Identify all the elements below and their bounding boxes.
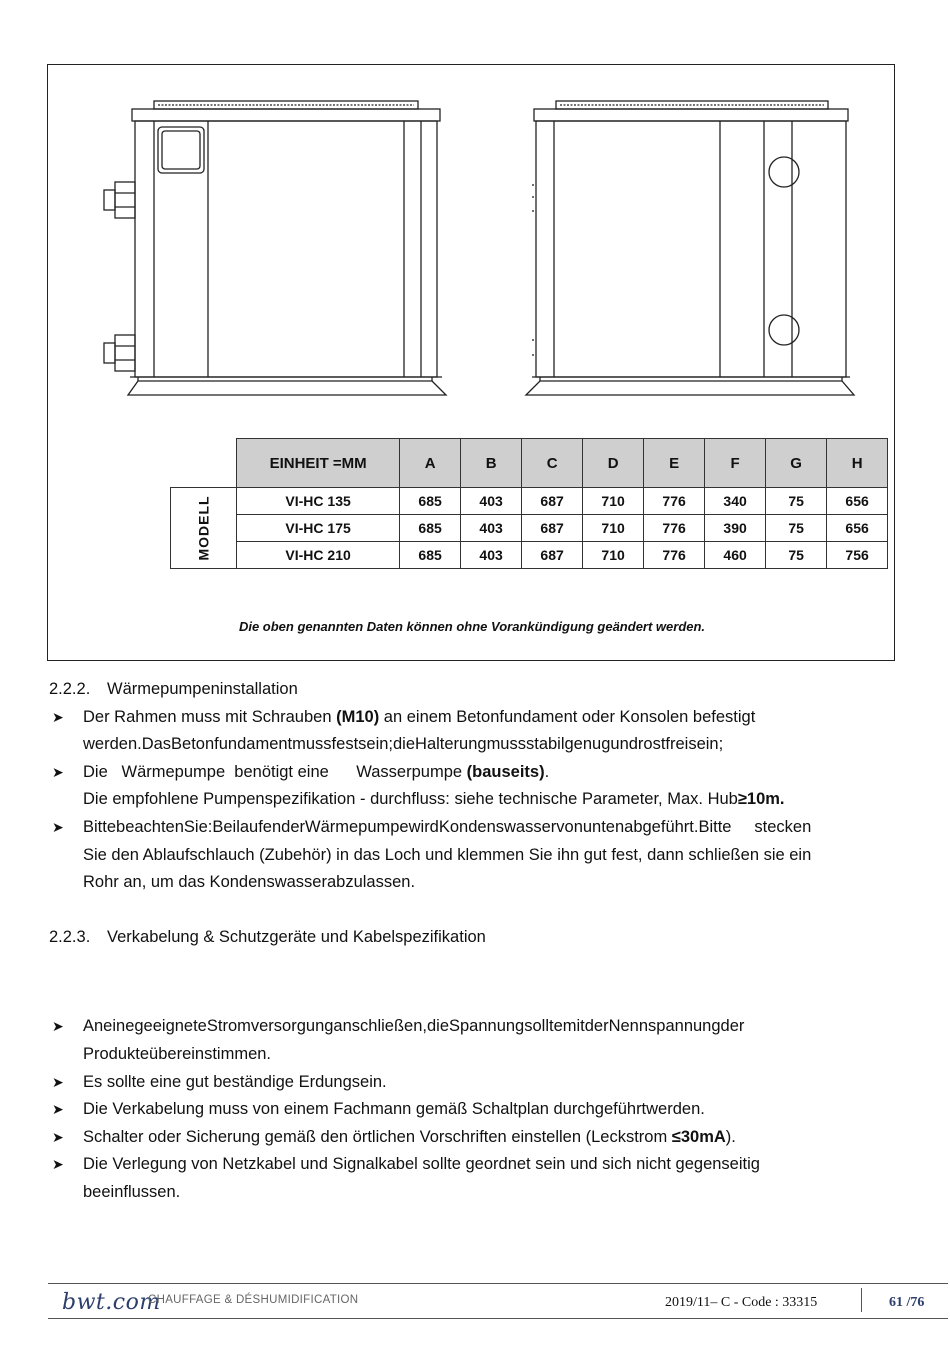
section-number: 2.2.3. (49, 927, 91, 946)
arrow-bullet-icon: ➤ (52, 1101, 64, 1118)
model-cell: VI-HC 210 (237, 542, 400, 569)
value-cell: 687 (522, 542, 583, 569)
list-item (49, 814, 891, 897)
bold-span: (bauseits) (466, 762, 545, 781)
text-span: Die Wärmepumpe benötigt eine Wasserpumpe (83, 762, 467, 781)
bold-span: (M10) (336, 707, 380, 726)
model-cell: VI-HC 135 (237, 488, 400, 515)
footer-top-rule (48, 1283, 948, 1284)
text-span: werden.DasBetonfundamentmussfestsein;dieHalterungmussstabilgenugundrostfreisein; (83, 735, 724, 754)
text-span: beeinflussen. (83, 1182, 181, 1201)
section-heading-installation (49, 676, 891, 704)
text-span: an einem Betonfundament oder Konsolen befestigt (379, 707, 756, 726)
text-span: Die empfohlene Pumpenspezifikation - durchfluss: siehe technische Parameter, Max. Hub (83, 790, 738, 809)
footer-tagline: CHAUFFAGE & DÉSHUMIDIFICATION (148, 1294, 359, 1306)
document-code: 2019/11– C - Code : 33315 (665, 1295, 818, 1310)
column-header: C (522, 439, 583, 488)
installation-list (49, 704, 891, 897)
column-header: B (461, 439, 522, 488)
value-cell: 710 (583, 515, 644, 542)
text-span: Die Verlegung von Netzkabel und Signalkabel sollte geordnet sein und sich nicht gegenseitig (83, 1155, 760, 1174)
unit-header: EINHEIT =MM (237, 439, 400, 488)
value-cell: 656 (827, 488, 888, 515)
text-span: ). (725, 1127, 736, 1146)
column-header: E (644, 439, 705, 488)
disclaimer-note: Die oben genannten Daten können ohne Vorankündigung geändert werden. (238, 619, 706, 634)
list-item (49, 759, 891, 814)
list-item (49, 1013, 891, 1068)
value-cell: 685 (400, 515, 461, 542)
arrow-bullet-icon: ➤ (52, 1128, 64, 1145)
column-header: F (705, 439, 766, 488)
text-span: Sie den Ablaufschlauch (Zubehör) in das Loch und klemmen Sie ihn gut fest, dann schließen sie ein (83, 845, 812, 864)
value-cell: 710 (583, 488, 644, 515)
value-cell: 687 (522, 488, 583, 515)
arrow-bullet-icon: ➤ (52, 708, 64, 725)
value-cell: 403 (461, 542, 522, 569)
value-cell: 403 (461, 515, 522, 542)
list-item (49, 1069, 891, 1097)
row-group-label: MODELL (195, 495, 212, 561)
arrow-bullet-icon: ➤ (52, 818, 64, 835)
wiring-list (49, 1013, 891, 1206)
footer-bottom-rule (48, 1318, 948, 1319)
text-span: Es sollte eine gut beständige Erdungsein. (83, 1072, 387, 1091)
value-cell: 656 (827, 515, 888, 542)
text-span: Die Verkabelung muss von einem Fachmann gemäß Schaltplan durchgeführtwerden. (83, 1100, 705, 1119)
text-span: Schalter oder Sicherung gemäß den örtlichen Vorschriften einstellen (Leckstrom (83, 1127, 672, 1146)
value-cell: 776 (644, 515, 705, 542)
footer-separator (861, 1288, 862, 1312)
page-number: 61 /76 (889, 1295, 925, 1310)
list-item (49, 1151, 891, 1206)
figure-frame (47, 64, 895, 661)
value-cell: 460 (705, 542, 766, 569)
section-heading-wiring (49, 924, 891, 952)
table-corner (171, 439, 237, 488)
value-cell: 75 (766, 542, 827, 569)
arrow-bullet-icon: ➤ (52, 1156, 64, 1173)
text-span: Der Rahmen muss mit Schrauben (83, 707, 337, 726)
value-cell: 403 (461, 488, 522, 515)
value-cell: 75 (766, 515, 827, 542)
arrow-bullet-icon: ➤ (52, 1073, 64, 1090)
value-cell: 710 (583, 542, 644, 569)
text-span: BittebeachtenSie:BeilaufenderWärmepumpewirdKondenswasservonuntenabgeführt.Bitte stecken (83, 817, 812, 836)
section-title: Wärmepumpeninstallation (107, 680, 298, 698)
value-cell: 687 (522, 515, 583, 542)
text-span: Produkteübereinstimmen. (83, 1044, 272, 1063)
list-item (49, 704, 891, 759)
text-span: AneinegeeigneteStromversorgunganschließen,dieSpannungsolltemitderNennspannungder (83, 1017, 745, 1036)
table-row (171, 542, 888, 569)
front-view-drawing (104, 101, 446, 395)
value-cell: 685 (400, 542, 461, 569)
text-span: . (544, 762, 550, 781)
bold-span: ≤30mA (671, 1127, 726, 1146)
model-cell: VI-HC 175 (237, 515, 400, 542)
value-cell: 75 (766, 488, 827, 515)
text-span: Rohr an, um das Kondenswasserabzulassen. (83, 873, 416, 892)
body-text (49, 676, 891, 1207)
value-cell: 685 (400, 488, 461, 515)
value-cell: 390 (705, 515, 766, 542)
dimensions-table (170, 438, 888, 569)
column-header: A (400, 439, 461, 488)
heat-pump-drawings (48, 65, 896, 435)
value-cell: 776 (644, 488, 705, 515)
side-view-drawing (526, 101, 854, 395)
table-row (171, 488, 888, 515)
value-cell: 340 (705, 488, 766, 515)
row-group-label-cell (171, 488, 237, 569)
column-header: D (583, 439, 644, 488)
value-cell: 756 (827, 542, 888, 569)
list-item (49, 1124, 891, 1152)
column-header: G (766, 439, 827, 488)
bold-span: ≥10m. (737, 790, 785, 809)
table-header-row (171, 439, 888, 488)
arrow-bullet-icon: ➤ (52, 763, 64, 780)
section-number: 2.2.2. (49, 680, 91, 698)
section-title: Verkabelung & Schutzgeräte und Kabelspezifikation (107, 927, 486, 946)
bwt-logo: bwt.com (62, 1290, 161, 1315)
list-item (49, 1096, 891, 1124)
arrow-bullet-icon: ➤ (52, 1018, 64, 1035)
table-row (171, 515, 888, 542)
value-cell: 776 (644, 542, 705, 569)
column-header: H (827, 439, 888, 488)
